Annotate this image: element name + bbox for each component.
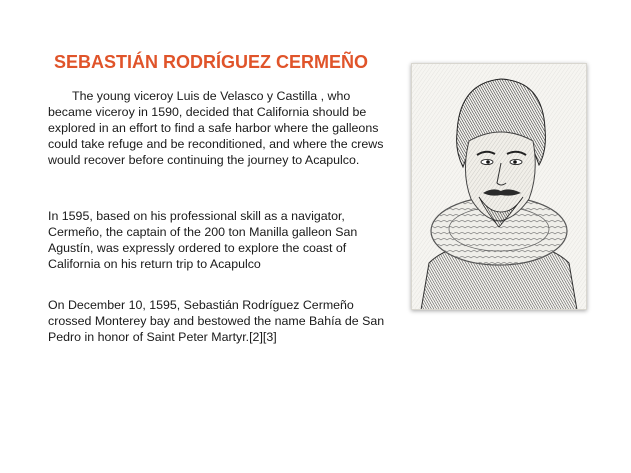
paragraph-1595-orders: In 1595, based on his professional skill as a navigator, Cermeño, the captain of the 200 ton Manilla galleon San Agustín, was expressly ordered to explore the coast of California on his return trip to Acapulco <box>48 209 358 271</box>
paragraph-viceroy: The young viceroy Luis de Velasco y Castilla , who became viceroy in 1590, decided that California should be explored in an effort to find a safe harbor where the galleons could take refuge and be reconditioned, and where the crews would recover before continuing the journey to Acapulco. <box>48 89 384 167</box>
slide-title: SEBASTIÁN RODRÍGUEZ CERMEÑO <box>54 52 369 72</box>
portrait-engraving <box>411 63 587 310</box>
paragraph-monterey-bay: On December 10, 1595, Sebastián Rodríguez Cermeño crossed Monterey bay and bestowed the name Bahía de San Pedro in honor of Saint Peter Martyr.[2][3] <box>48 298 385 344</box>
portrait-illustration <box>411 63 587 310</box>
